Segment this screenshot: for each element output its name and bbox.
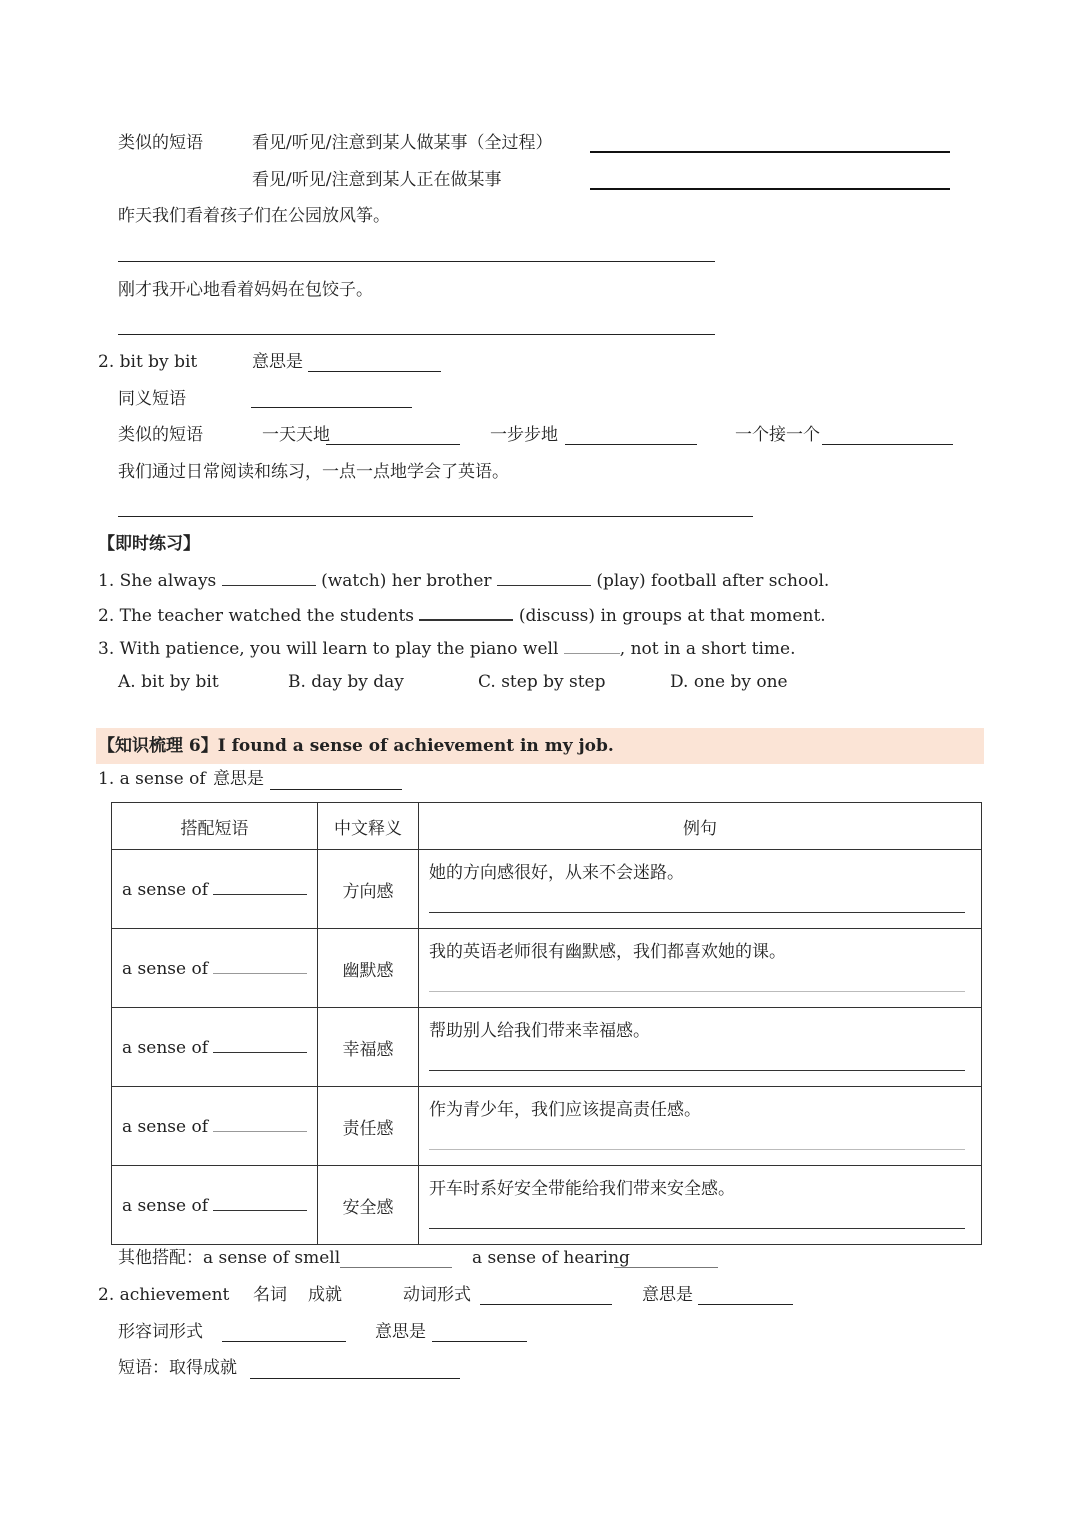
example-answer-line[interactable] <box>429 1070 965 1071</box>
collocation-table <box>111 802 982 1245</box>
option-a[interactable]: A. bit by bit <box>118 672 219 692</box>
phrase-cell <box>112 1008 318 1087</box>
option-c[interactable]: C. step by step <box>478 672 606 692</box>
phrase-blank[interactable] <box>213 1115 307 1132</box>
phrase-whole-process: 看见/听见/注意到某人做某事（全过程） <box>252 133 553 153</box>
example-answer-line[interactable] <box>429 1228 965 1229</box>
example-cell <box>419 1166 982 1245</box>
answer-line-one-by-one[interactable] <box>822 444 953 445</box>
synonym-label: 同义短语 <box>118 389 186 409</box>
similar-one-by-one: 一个接一个 <box>735 425 820 445</box>
answer-line-verb-form[interactable] <box>480 1304 612 1305</box>
noun-meaning: 成就 <box>308 1285 342 1305</box>
example-answer-line[interactable] <box>429 1149 965 1150</box>
example-cell <box>419 1087 982 1166</box>
other-collocations: 其他搭配：a sense of smell <box>118 1248 341 1268</box>
phrase-text: a sense of <box>122 1196 208 1216</box>
section-6-heading: 【知识梳理 6】I found a sense of achievement in my job. <box>98 736 614 756</box>
item-bit-by-bit: 2. bit by bit <box>98 352 198 372</box>
answer-line-day-by-day[interactable] <box>326 444 460 445</box>
phrase-text: a sense of <box>122 1117 208 1137</box>
header-meaning: 中文释义 <box>318 803 419 850</box>
option-d[interactable]: D. one by one <box>670 672 788 692</box>
phrase-text: a sense of <box>122 880 208 900</box>
phrase-blank[interactable] <box>213 878 307 895</box>
example-text: 作为青少年，我们应该提高责任感。 <box>429 1100 701 1120</box>
answer-line-sentence-1[interactable] <box>118 261 715 262</box>
q2-part-a: 2. The teacher watched the students <box>98 606 414 626</box>
phrase-blank[interactable] <box>213 1194 307 1211</box>
example-answer-line[interactable] <box>429 991 965 992</box>
translate-sentence-1: 昨天我们看着孩子们在公园放风筝。 <box>118 206 390 226</box>
cn-cell: 安全感 <box>318 1166 419 1245</box>
translate-sentence-3: 我们通过日常阅读和练习，一点一点地学会了英语。 <box>118 462 509 482</box>
q3-blank[interactable] <box>564 637 620 654</box>
phrase-blank[interactable] <box>213 1036 307 1053</box>
q3-part-b: , not in a short time. <box>619 639 796 659</box>
answer-line-adj-meaning[interactable] <box>432 1341 527 1342</box>
answer-line-sense-meaning[interactable] <box>270 789 402 790</box>
translate-sentence-2: 刚才我开心地看着妈妈在包饺子。 <box>118 280 373 300</box>
phrase-text: a sense of <box>122 1038 208 1058</box>
phrase-cell <box>112 850 318 929</box>
table-row <box>112 1166 982 1245</box>
phrase-cell <box>112 929 318 1008</box>
header-example: 例句 <box>419 803 982 850</box>
q1-blank-2[interactable] <box>497 569 591 586</box>
meaning-label: 意思是 <box>252 352 303 372</box>
answer-line-phrase-b[interactable] <box>590 188 950 190</box>
meaning-label-4: 意思是 <box>375 1322 426 1342</box>
example-text: 我的英语老师很有幽默感，我们都喜欢她的课。 <box>429 942 786 962</box>
cn-cell: 幽默感 <box>318 929 419 1008</box>
practice-title: 【即时练习】 <box>98 534 200 554</box>
example-text: 她的方向感很好，从来不会迷路。 <box>429 863 684 883</box>
example-cell <box>419 850 982 929</box>
example-text: 开车时系好安全带能给我们带来安全感。 <box>429 1179 735 1199</box>
answer-line-synonym[interactable] <box>251 407 412 408</box>
answer-line-meaning[interactable] <box>308 371 441 372</box>
verb-form-label: 动词形式 <box>403 1285 471 1305</box>
phrase-achieve-label: 短语：取得成就 <box>118 1358 237 1378</box>
phrase-in-progress: 看见/听见/注意到某人正在做某事 <box>252 170 502 190</box>
item-sense-of: 1. a sense of <box>98 769 206 789</box>
answer-line-adj-form[interactable] <box>222 1341 346 1342</box>
similar-label-2: 类似的短语 <box>118 425 203 445</box>
answer-line-step-by-step[interactable] <box>565 444 697 445</box>
answer-line-sentence-3[interactable] <box>118 516 753 517</box>
q1-blank-1[interactable] <box>222 569 316 586</box>
answer-line-sentence-2[interactable] <box>118 334 715 335</box>
q1-part-c: (play) football after school. <box>596 571 830 591</box>
table-row <box>112 1008 982 1087</box>
q2-blank[interactable] <box>419 603 513 621</box>
answer-line-achieve-phrase[interactable] <box>250 1378 460 1379</box>
cn-cell: 责任感 <box>318 1087 419 1166</box>
header-phrase: 搭配短语 <box>112 803 318 850</box>
example-answer-line[interactable] <box>429 912 965 913</box>
phrase-blank[interactable] <box>213 957 307 974</box>
other-hearing: a sense of hearing <box>472 1248 630 1268</box>
practice-q3 <box>98 637 795 660</box>
cn-cell: 方向感 <box>318 850 419 929</box>
meaning-label-2: 意思是 <box>213 769 264 789</box>
q1-part-a: 1. She always <box>98 571 217 591</box>
phrase-cell <box>112 1166 318 1245</box>
answer-line-verb-meaning[interactable] <box>698 1304 793 1305</box>
table-header-row <box>112 803 982 850</box>
practice-q2 <box>98 603 826 627</box>
table-row <box>112 850 982 929</box>
example-cell <box>419 929 982 1008</box>
cn-cell: 幸福感 <box>318 1008 419 1087</box>
item-achievement: 2. achievement <box>98 1285 230 1305</box>
table-row <box>112 1087 982 1166</box>
answer-line-phrase-a[interactable] <box>590 151 950 153</box>
phrase-cell <box>112 1087 318 1166</box>
similar-day-by-day: 一天天地 <box>262 425 330 445</box>
example-text: 帮助别人给我们带来幸福感。 <box>429 1021 650 1041</box>
noun-label: 名词 <box>253 1285 287 1305</box>
table-row <box>112 929 982 1008</box>
q3-part-a: 3. With patience, you will learn to play the piano well <box>98 639 559 659</box>
practice-q1 <box>98 569 829 592</box>
similar-step-by-step: 一步步地 <box>490 425 558 445</box>
meaning-label-3: 意思是 <box>642 1285 693 1305</box>
adj-form-label: 形容词形式 <box>118 1322 203 1342</box>
similar-phrases-label: 类似的短语 <box>118 133 203 153</box>
q2-part-b: (discuss) in groups at that moment. <box>518 606 826 626</box>
q1-part-b: (watch) her brother <box>321 571 492 591</box>
answer-line-smell[interactable] <box>340 1267 452 1268</box>
answer-line-hearing[interactable] <box>614 1267 718 1268</box>
option-b[interactable]: B. day by day <box>288 672 404 692</box>
example-cell <box>419 1008 982 1087</box>
phrase-text: a sense of <box>122 959 208 979</box>
